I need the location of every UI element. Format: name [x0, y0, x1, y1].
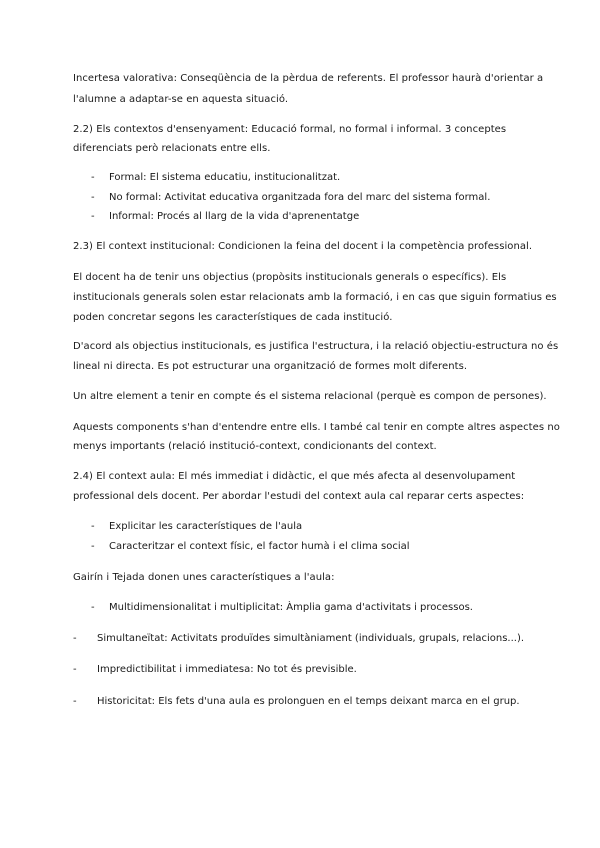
paragraph-line: institucionals generals solen estar relacionats amb la formació, i en cas que siguin formatius es: [73, 292, 557, 303]
list-dash: -: [91, 602, 95, 613]
list-dash: -: [73, 696, 77, 707]
paragraph-line: lineal ni directa. Es pot estructurar una organització de formes molt diferents.: [73, 361, 468, 372]
paragraph-line: 2.3) El context institucional: Condicionen la feina del docent i la competència professional.: [73, 241, 533, 252]
paragraph-line: 2.4) El context aula: El més immediat i didàctic, el que més afecta al desenvolupament: [73, 471, 516, 482]
list-item: No formal: Activitat educativa organitzada fora del marc del sistema formal.: [109, 192, 491, 203]
paragraph-line: Gairín i Tejada donen unes característiques a l'aula:: [73, 572, 335, 583]
paragraph-line: Un altre element a tenir en compte és el sistema relacional (perquè es compon de persones).: [73, 391, 547, 402]
list-item: Historicitat: Els fets d'una aula es prolonguen en el temps deixant marca en el grup.: [97, 696, 520, 707]
list-item: Simultaneïtat: Activitats produïdes simultàniament (individuals, grupals, relacions...).: [97, 633, 525, 644]
list-dash: -: [73, 633, 77, 644]
list-dash: -: [91, 172, 95, 183]
paragraph-line: El docent ha de tenir uns objectius (propòsits institucionals generals o específics). Els: [73, 272, 507, 283]
paragraph-line: poden concretar segons les característiques de cada institució.: [73, 312, 393, 323]
paragraph-line: diferenciats però relacionats entre ells.: [73, 143, 271, 154]
paragraph-line: menys importants (relació institució-context, condicionants del context.: [73, 441, 437, 452]
list-item: Multidimensionalitat i multiplicitat: Àmplia gama d'activitats i processos.: [109, 602, 473, 613]
list-item: Informal: Procés al llarg de la vida d'aprenentatge: [109, 211, 360, 222]
list-dash: -: [91, 541, 95, 552]
paragraph-line: Incertesa valorativa: Conseqüència de la pèrdua de referents. El professor haurà d'orientar a: [73, 73, 544, 84]
list-item: Explicitar les característiques de l'aula: [109, 521, 303, 532]
paragraph-line: D'acord als objectius institucionals, es justifica l'estructura, i la relació objectiu-estructura no és: [73, 341, 559, 352]
paragraph-line: 2.2) Els contextos d'ensenyament: Educació formal, no formal i informal. 3 conceptes: [73, 124, 507, 135]
list-item: Formal: El sistema educatiu, institucionalitzat.: [109, 172, 341, 183]
paragraph-line: l'alumne a adaptar-se en aquesta situació.: [73, 94, 289, 105]
list-item: Caracteritzar el context físic, el factor humà i el clima social: [109, 541, 410, 552]
list-dash: -: [91, 211, 95, 222]
list-item: Impredictibilitat i immediatesa: No tot és previsible.: [97, 664, 357, 675]
paragraph-line: Aquests components s'han d'entendre entre ells. I també cal tenir en compte altres aspectes no: [73, 422, 560, 433]
paragraph-line: professional dels docent. Per abordar l'estudi del context aula cal reparar certs aspectes:: [73, 491, 525, 502]
list-dash: -: [73, 664, 77, 675]
list-dash: -: [91, 521, 95, 532]
list-dash: -: [91, 192, 95, 203]
